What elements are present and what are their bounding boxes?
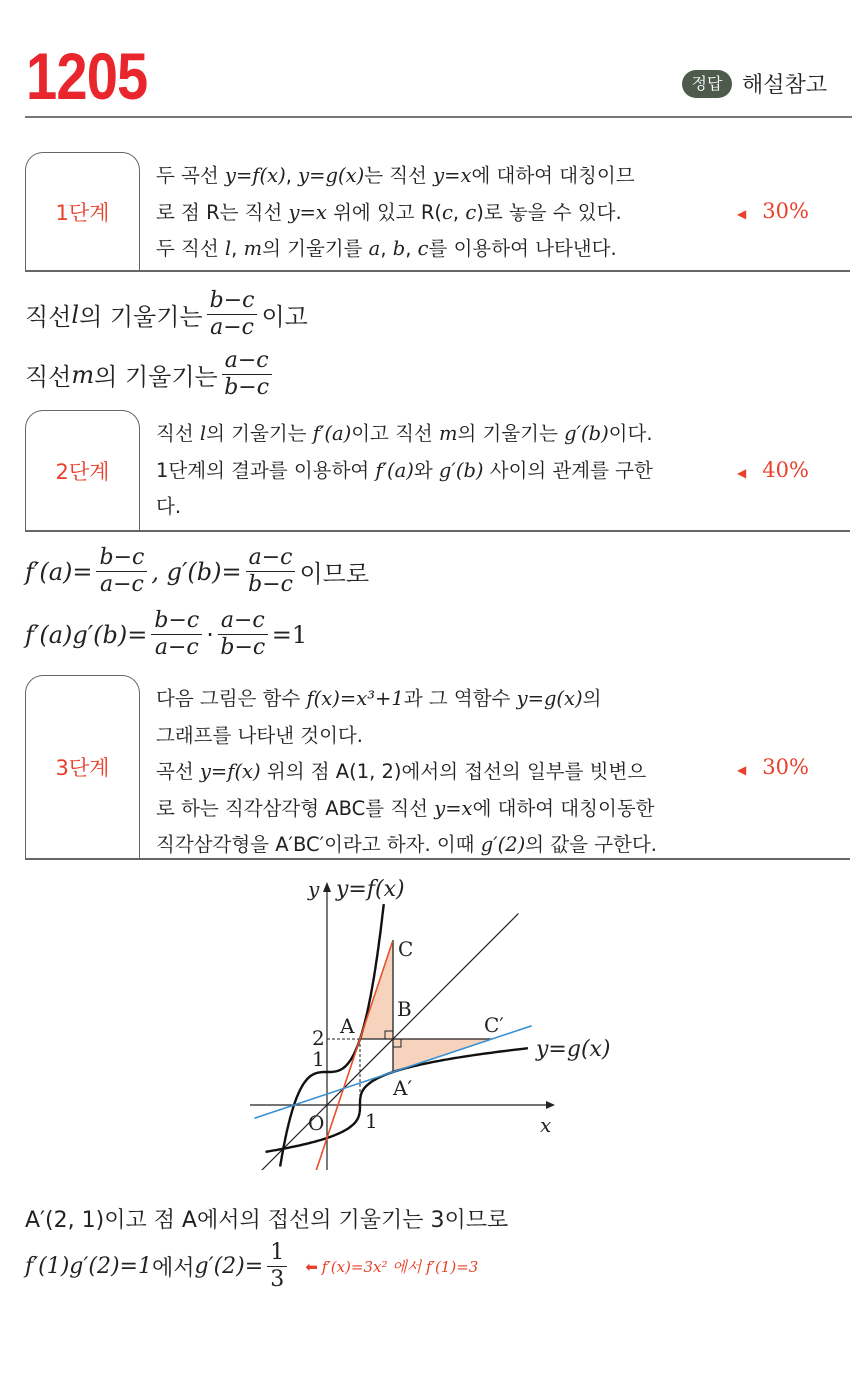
text: 를 이용하여 나타낸다. [428,237,617,260]
x-axis-arrow-icon [546,1101,555,1109]
text: f′(1)g′(2)=1 [25,1254,152,1279]
math-expression: f(x)=x³+1 [306,687,404,710]
math-expression: m [243,237,263,260]
label-two-y: 2 [312,1026,325,1050]
header-divider [25,116,852,118]
step-text-line [156,827,657,864]
text: , [405,237,418,260]
text: 의 기울기는 [94,363,218,391]
arrow-left-icon: ⬅ [305,1257,318,1276]
text: 위의 점 A(1, 2)에서의 접선의 일부를 빗변으 [260,760,647,783]
step-label-box [25,152,140,270]
math-expression: c [465,200,477,224]
step-2-box [25,410,850,532]
label-A-prime: A′ [393,1076,412,1100]
denominator: 3 [270,1267,285,1292]
text: 직선 [25,303,72,331]
function-graph [240,870,660,1170]
triangle-left-icon: ◀ [737,762,747,777]
step-weight [737,755,809,779]
fraction [222,348,272,401]
text: 의 기울기는 [79,303,203,331]
label-x-axis: x [540,1113,552,1137]
text: 직선 [25,363,72,391]
text: 이므로 [299,560,370,588]
step-weight [737,199,809,223]
step-1-box [25,152,850,272]
text: f′(a)g′(b)= [25,620,148,649]
math-expression: l [199,422,207,445]
text: 의 기울기를 [262,237,369,260]
answer-badge: 정답 [682,70,732,98]
slope-l-line [25,288,308,341]
fraction [218,608,268,661]
text: 이다. [608,422,653,445]
step-label: 2단계 [55,459,110,484]
text: 에서 [151,1256,195,1281]
dot: · [206,620,214,649]
answer-text: 해설참고 [742,73,828,98]
math-expression: m [438,422,458,445]
step-text-line [156,158,635,195]
text: 곡선 [156,760,200,783]
text: 는 직선 [364,164,434,187]
text: 로 하는 직각삼각형 ABC를 직선 [156,796,435,820]
text: f′(a)= [25,557,93,586]
math-expression: g′(2) [480,833,526,856]
step-percent: 30% [762,754,809,779]
math-expression: f′(a) [312,422,352,445]
step-text [156,416,653,526]
label-C: C [398,937,414,961]
label-origin: O [308,1111,325,1135]
step-text-line [156,453,653,490]
math-expression: g′(b) [564,422,609,445]
step-text-line [156,681,657,718]
hint-note: f′(x)=3x² 에서 f′(1)=3 [321,1258,479,1276]
step-text [156,158,635,268]
step-text [156,681,657,864]
final-line-1 [25,1203,508,1234]
step-percent: 40% [762,458,809,482]
text: =1 [271,620,308,649]
numerator: a−c [246,545,296,572]
step-text-line [156,718,657,755]
math-expression: y=g(x) [516,687,583,710]
math-expression: y=x [434,796,473,820]
numerator: 1 [267,1240,287,1267]
step-label-box [25,410,140,530]
math-expression: b [392,237,406,260]
problem-number: 1205 [26,39,148,113]
math-expression: l [224,237,232,260]
text: 이고 직선 [351,422,439,445]
step-3-box [25,675,850,860]
label-g: y=g(x) [536,1037,611,1062]
step-label: 3단계 [55,756,110,780]
label-f: y=f(x) [336,877,405,902]
fraction [96,545,147,598]
label-C-prime: C′ [484,1013,504,1037]
math-expression: y=x [433,164,472,187]
fraction [267,1240,287,1293]
text: 직선 [156,422,200,445]
final-line-2 [25,1240,478,1293]
math-expression: y=g(x) [298,164,365,187]
step-text-line [156,416,653,453]
text: 두 직선 [156,237,225,260]
text: 사이의 관계를 구한 [483,458,653,482]
step-text-line [156,195,635,232]
fraction [207,288,258,341]
text: 의 기울기는 [206,422,313,445]
label-B: B [397,997,412,1021]
step-text-line [156,754,657,791]
text: 직각삼각형을 A′BC′이라고 하자. 이때 [156,833,481,856]
text: 두 곡선 [156,164,225,187]
math-expression: f′(a) [375,458,414,482]
step-weight [737,458,809,482]
var-m: m [71,360,95,389]
var-l: l [71,300,80,329]
text: 그래프를 나타낸 것이다. [156,723,363,747]
y-axis-arrow-icon [323,882,331,892]
denominator: b−c [220,635,266,660]
step-label: 1단계 [55,200,110,225]
math-expression: c [442,200,453,224]
denominator: a−c [154,635,199,660]
text: 에 대하여 대칭이동한 [472,796,655,820]
text: 다. [156,495,182,518]
text: , [231,237,244,260]
math-expression: a [368,237,381,260]
text: 다음 그림은 함수 [156,687,307,710]
numerator: b−c [96,545,147,572]
math-expression: y=x [288,200,327,224]
text: 와 [413,458,439,482]
label-A: A [340,1014,355,1038]
numerator: b−c [151,608,202,635]
text: 이고 [261,303,308,331]
denominator: a−c [99,572,144,597]
text: , [380,237,393,260]
label-one-x: 1 [365,1109,378,1133]
slope-m-line [25,348,276,401]
text: 의 값을 구한다. [525,833,657,856]
label-one-y: 1 [312,1047,325,1071]
label-y-axis: y [308,877,320,901]
fraction [246,545,296,598]
text: 에 대하여 대칭이므 [471,164,635,187]
text: )로 놓을 수 있다. [476,200,622,224]
equation-1 [25,545,369,598]
text: A′(2, 1)이고 점 A에서의 접선의 기울기는 3이므로 [25,1208,509,1233]
text: g′(2)= [194,1254,264,1279]
text: 과 그 역함수 [403,687,517,710]
step-text-line [156,791,657,828]
equation-2 [25,608,307,661]
fraction [151,608,202,661]
text: , [285,164,299,187]
step-percent: 30% [762,199,809,223]
denominator: a−c [210,315,254,340]
triangle-left-icon: ◀ [737,466,747,480]
math-expression: g′(b) [438,458,484,482]
text: , g′(b)= [151,557,242,586]
denominator: b−c [248,572,293,597]
math-expression: y=f(x) [199,760,261,783]
math-expression: c [417,237,429,260]
step-text-line [156,231,635,268]
math-expression: y=f(x) [224,164,286,187]
step-label-box [25,675,140,858]
step-text-line [156,489,653,526]
text: 의 기울기는 [457,422,565,445]
text: 로 점 R는 직선 [156,200,289,224]
numerator: b−c [207,288,258,315]
text: 의 [582,687,602,710]
triangle-left-icon: ◀ [737,207,747,221]
text: 1단계의 결과를 이용하여 [156,458,376,482]
numerator: a−c [222,348,272,375]
numerator: a−c [218,608,268,635]
denominator: b−c [224,375,270,400]
text: , [452,200,466,224]
text: 위에 있고 R( [326,200,442,224]
